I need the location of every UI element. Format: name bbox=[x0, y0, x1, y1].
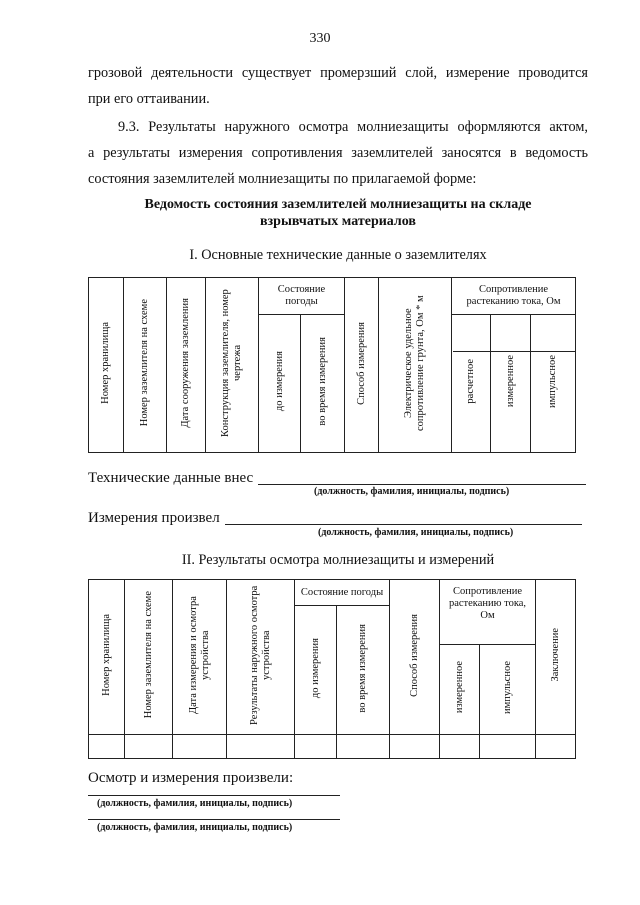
paragraph-line: при его оттаивании. bbox=[88, 91, 210, 107]
empty-cell[interactable] bbox=[89, 735, 125, 759]
header-grounding-no: Номер заземлителя на схеме bbox=[124, 278, 167, 453]
header-resistance: Сопротивление растеканию тока, Ом bbox=[440, 580, 536, 645]
measured-label: Измерения произвел bbox=[88, 510, 220, 526]
header-construction: Конструкция заземлителя, номер чертежа bbox=[206, 278, 259, 453]
empty-cell[interactable] bbox=[227, 735, 295, 759]
empty-cell[interactable] bbox=[295, 735, 337, 759]
paragraph-line: состояния заземлителей молниезащиты по прилагаемой форме: bbox=[88, 171, 477, 187]
header-measured: измеренное bbox=[440, 645, 480, 735]
resistance-divider bbox=[453, 351, 575, 352]
empty-cell[interactable] bbox=[440, 735, 480, 759]
paragraph-line: грозовой деятельности существует промерзший слой, измерение проводится bbox=[88, 65, 588, 81]
measured-line bbox=[225, 524, 582, 525]
header-storage-no: Номер хранилища bbox=[89, 580, 125, 735]
empty-cell[interactable] bbox=[480, 735, 536, 759]
page-number: 330 bbox=[309, 31, 331, 46]
signers-label: Осмотр и измерения произвели: bbox=[88, 770, 294, 786]
section2-heading: II. Результаты осмотра молниезащиты и измерений bbox=[181, 552, 495, 568]
signer-line-2 bbox=[88, 819, 340, 820]
header-method: Способ измерения bbox=[390, 580, 440, 735]
header-weather: Состояние погоды bbox=[295, 580, 390, 606]
paragraph-line: 9.3. Результаты наружного осмотра молниезащиты оформляются актом, bbox=[118, 119, 588, 135]
document-title bbox=[88, 196, 588, 230]
empty-cell[interactable] bbox=[125, 735, 173, 759]
signer-caption-1: (должность, фамилия, инициалы, подпись) bbox=[97, 798, 293, 809]
header-date: Дата измерения и осмотра устройства bbox=[173, 580, 227, 735]
title-line: Ведомость состояния заземлителей молниезащиты на складе bbox=[144, 197, 532, 212]
header-impulse: импульсное bbox=[531, 315, 576, 453]
header-results: Результаты наружного осмотра устройства bbox=[227, 580, 295, 735]
entered-caption: (должность, фамилия, инициалы, подпись) bbox=[314, 486, 510, 497]
header-storage-no: Номер хранилища bbox=[89, 278, 124, 453]
empty-cell[interactable] bbox=[173, 735, 227, 759]
paragraph-continuation bbox=[88, 60, 588, 112]
measured-caption: (должность, фамилия, инициалы, подпись) bbox=[318, 527, 514, 538]
header-weather: Состояние погоды bbox=[259, 278, 345, 315]
header-resistance: Сопротивление растеканию тока, Ом bbox=[452, 278, 576, 315]
empty-cell[interactable] bbox=[337, 735, 390, 759]
header-conclusion: Заключение bbox=[536, 580, 576, 735]
header-before: до измерения bbox=[295, 606, 337, 735]
section1-heading: I. Основные технические данные о заземлителях bbox=[189, 247, 487, 263]
header-method: Способ измерения bbox=[345, 278, 379, 453]
entered-line bbox=[258, 484, 586, 485]
header-during: во время измерения bbox=[301, 315, 345, 453]
header-impulse: импульсное bbox=[480, 645, 536, 735]
entered-label: Технические данные внес bbox=[88, 470, 254, 486]
title-line: взрывчатых материалов bbox=[260, 214, 416, 229]
empty-cell[interactable] bbox=[390, 735, 440, 759]
empty-cell[interactable] bbox=[536, 735, 576, 759]
header-construction-date: Дата сооружения заземления bbox=[167, 278, 206, 453]
header-calculated: расчетное bbox=[452, 315, 491, 453]
signer-caption-2: (должность, фамилия, инициалы, подпись) bbox=[97, 822, 293, 833]
header-grounding-no: Номер заземлителя на схеме bbox=[125, 580, 173, 735]
header-during: во время измерения bbox=[337, 606, 390, 735]
header-resistivity: Электрическое удельное сопротивление грунта, Ом * м bbox=[379, 278, 452, 453]
signer-line-1 bbox=[88, 795, 340, 796]
paragraph-line: а результаты измерения сопротивления заземлителей заносятся в ведомость bbox=[88, 145, 588, 161]
grounding-data-table bbox=[88, 277, 576, 453]
paragraph-9-3 bbox=[88, 114, 588, 192]
inspection-results-table bbox=[88, 579, 576, 759]
header-measured: измеренное bbox=[491, 315, 531, 453]
header-before: до измерения bbox=[259, 315, 301, 453]
